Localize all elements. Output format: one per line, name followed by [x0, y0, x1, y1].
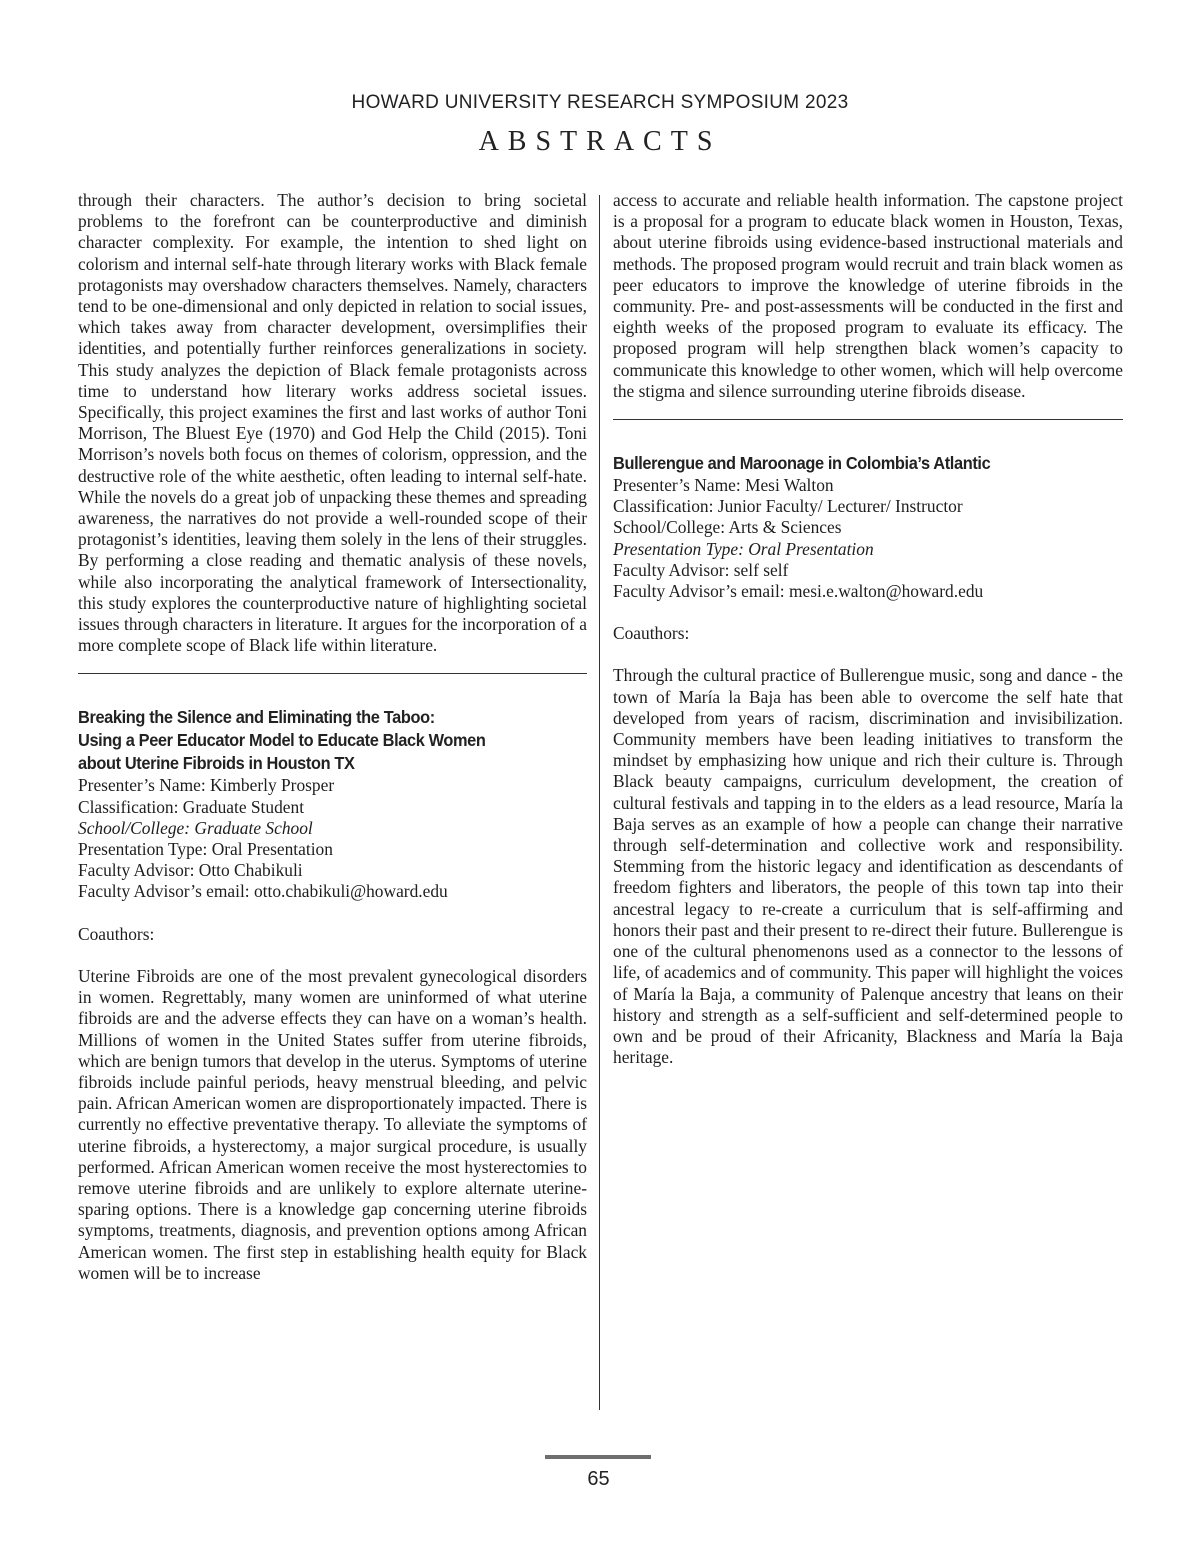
presentation-type: Presentation Type: Oral Presentation — [613, 538, 874, 559]
continued-abstract-text: through their characters. The author’s decision to bring societal problems to the forefront can be counterproductive and diminish character complexity. For example, the intention to shed light on colorism and internal self-hate through literary works with Black female protagonists may overshadow characters themselves. Namely, characters tend to be one-dimensional and only depicted in relation to social issues, which takes away from character development, oversimplifies their identities, and potentially further reinforces generalizations in society. This study analyzes the depiction of Black female protagonists across time to understand how literary works address societal issues. Specifically, this project examines the first and last works of author Toni Morrison, The Bluest Eye (1970) and God Help the Child (2015). Toni Morrison’s novels both focus on themes of colorism, oppression, and the destructive role of the white aesthetic, often leading to internal self-hate. While the novels do a great job of unpacking these themes and spreading awareness, the narratives do not provide a well-rounded scope of their protagonist’s identities, leaving them solely in the lens of their struggles. By performing a close reading and thematic analysis of these novels, while also incorporating the analytical framework of Intersectionality, this study explores the counterproductive nature of highlighting societal issues through characters in literature. It argues for the incorporation of a more complete scope of Black life within literature. — [78, 190, 587, 656]
right-column — [613, 190, 1123, 1068]
presenter-name: Presenter’s Name: Mesi Walton — [613, 475, 834, 496]
coauthors: Coauthors: — [613, 623, 690, 644]
faculty-advisor-email: Faculty Advisor’s email: otto.chabikuli@howard.edu — [78, 881, 448, 902]
classification: Classification: Junior Faculty/ Lecturer/ Instructor — [613, 496, 963, 517]
presenter-name: Presenter’s Name: Kimberly Prosper — [78, 775, 335, 796]
abstract-title-line: about Uterine Fibroids in Houston TX — [78, 753, 355, 774]
abstract-divider — [78, 673, 587, 674]
faculty-advisor-email: Faculty Advisor’s email: mesi.e.walton@howard.edu — [613, 581, 984, 602]
abstract-divider — [613, 419, 1123, 420]
presentation-type: Presentation Type: Oral Presentation — [78, 839, 333, 860]
abstract-body: Through the cultural practice of Bullerengue music, song and dance - the town of María la Baja has been able to overcome the self hate that developed from years of racism, discrimination and invisibilization. Community members have been leading initiatives to transform the mindset by emphasizing how unique and rich their culture is. Through Black beauty campaigns, curriculum development, the creation of cultural festivals and tapping in to the elders as a lead resource, María la Baja serves as an example of how a people can change their narrative through self-determination and collective work and responsibility. Stemming from the historic legacy and identification as descendants of freedom fighters and liberators, the people of this town tap into their ancestral legacy to re-create a curriculum that is self-affirming and honors their past and their present to re-direct their future. Bullerengue is one of the cultural phenomenons used as a connector to the lessons of life, of academics and of community. This paper will highlight the voices of María la Baja, a community of Palenque ancestry that leans on their history and strength as a self-sufficient and self-determined people to own and be proud of their Africanity, Blackness and María la Baja heritage. — [613, 665, 1123, 1068]
faculty-advisor: Faculty Advisor: Otto Chabikuli — [78, 860, 303, 881]
symposium-header: HOWARD UNIVERSITY RESEARCH SYMPOSIUM 2023 — [351, 92, 849, 113]
school-college: School/College: Arts & Sciences — [613, 517, 842, 538]
abstract-title-line: Using a Peer Educator Model to Educate Black Women — [78, 730, 486, 751]
abstract-body: Uterine Fibroids are one of the most prevalent gynecological disorders in women. Regrettably, many women are uninformed of what uterine fibroids are and the adverse effects they can have on a woman’s health. Millions of women in the United States suffer from uterine fibroids, which are benign tumors that develop in the uterus. Symptoms of uterine fibroids include painful periods, heavy menstrual bleeding, and pelvic pain. African American women are disproportionately impacted. There is currently no effective preventative therapy. To alleviate the symptoms of uterine fibroids, a hysterectomy, a major surgical procedure, is usually performed. African American women receive the most hysterectomies to remove uterine fibroids and are unlikely to explore alternate uterine-sparing options. There is a knowledge gap concerning uterine fibroids symptoms, treatments, diagnosis, and prevention options among African American women. The first step in establishing health equity for Black women will be to increase — [78, 965, 587, 1283]
column-divider — [599, 195, 600, 1410]
abstract-title — [78, 706, 587, 775]
page-number: 65 — [587, 1468, 610, 1490]
school-college: School/College: Graduate School — [78, 817, 313, 838]
abstract-title: Bullerengue and Maroonage in Colombia’s Atlantic — [613, 453, 991, 474]
abstract-title-line: Breaking the Silence and Eliminating the Taboo: — [78, 707, 435, 728]
faculty-advisor: Faculty Advisor: self self — [613, 559, 789, 580]
footer-bar — [545, 1455, 651, 1459]
section-title: ABSTRACTS — [478, 126, 722, 157]
coauthors: Coauthors: — [78, 923, 155, 944]
classification: Classification: Graduate Student — [78, 796, 305, 817]
left-column — [78, 190, 587, 1284]
continued-abstract-text: access to accurate and reliable health information. The capstone project is a proposal for a program to educate black women in Houston, Texas, about uterine fibroids using evidence-based instructional materials and methods. The proposed program would recruit and train black women as peer educators to improve the knowledge of uterine fibroids in the community. Pre- and post-assessments will be conducted in the first and eighth weeks of the proposed program to evaluate its efficacy. The proposed program will help strengthen black women’s capacity to communicate this knowledge to other women, which will help overcome the stigma and silence surrounding uterine fibroids disease. — [613, 190, 1123, 401]
